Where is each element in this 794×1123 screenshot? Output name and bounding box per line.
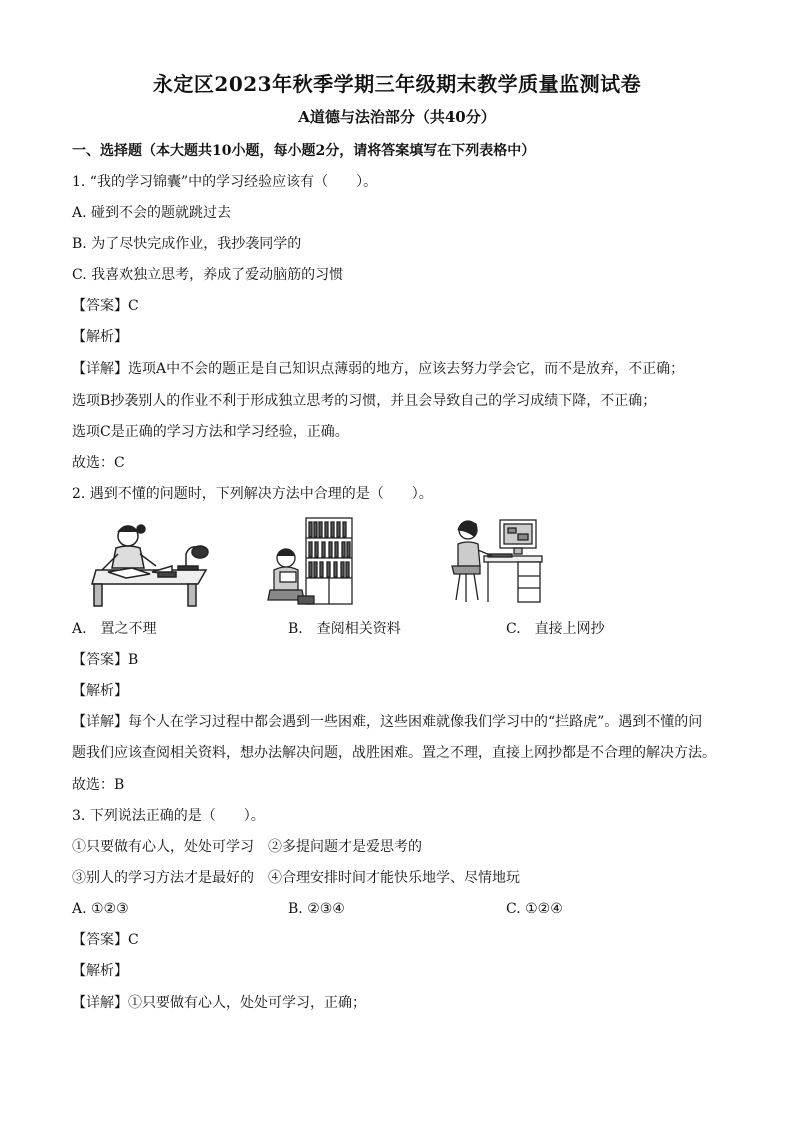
- q2-option-c: C. 直接上网抄: [506, 621, 605, 637]
- q3-detail-1: 【详解】①只要做有心人，处处可学习，正确；: [72, 995, 366, 1011]
- q2-analysis: 【解析】: [72, 683, 128, 699]
- q1-option-a: A. 碰到不会的题就跳过去: [72, 205, 232, 221]
- q1-detail-1: 【详解】选项A中不会的题正是自己知识点薄弱的地方，应该去努力学会它，而不是放弃，不正确；: [72, 361, 685, 377]
- exam-title: 永定区2023年秋季学期三年级期末教学质量监测试卷: [152, 72, 642, 96]
- q1-stem: 1. “我的学习锦囊”中的学习经验应该有（ ）。: [72, 174, 378, 190]
- q3-answer: 【答案】C: [72, 932, 139, 948]
- q2-answer: 【答案】B: [72, 652, 139, 668]
- q1-detail-2: 选项B抄袭别人的作业不利于形成独立思考的习惯，并且会导致自己的学习成绩下降，不正确；: [72, 393, 657, 409]
- q2-option-a: A. 置之不理: [72, 621, 157, 637]
- boy-reading-illustration: [262, 516, 362, 608]
- q1-detail-3: 选项C是正确的学习方法和学习经验，正确。: [72, 424, 349, 440]
- q2-detail-1: 【详解】每个人在学习过程中都会遇到一些困难，这些困难就像我们学习中的“拦路虎”。遇到不懂的问: [72, 714, 703, 730]
- q3-statements-1: ①只要做有心人，处处可学习 ②多提问题才是爱思考的: [72, 839, 422, 855]
- girl-at-computer-illustration: [448, 516, 544, 608]
- section-subtitle: A道德与法治部分（共40分）: [298, 108, 496, 126]
- q2-conclusion: 故选：B: [72, 777, 125, 793]
- girl-at-desk-illustration: [88, 518, 218, 610]
- q1-analysis: 【解析】: [72, 329, 128, 345]
- q3-option-a: A. ①②③: [72, 901, 129, 917]
- q3-stem: 3. 下列说法正确的是（ ）。: [72, 808, 265, 824]
- q3-analysis: 【解析】: [72, 963, 128, 979]
- q3-statements-2: ③别人的学习方法才是最好的 ④合理安排时间才能快乐地学、尽情地玩: [72, 870, 520, 886]
- q1-conclusion: 故选：C: [72, 455, 125, 471]
- q2-option-b: B. 查阅相关资料: [288, 621, 401, 637]
- q2-detail-2: 题我们应该查阅相关资料，想办法解决问题，战胜困难。置之不理，直接上网抄都是不合理的解决方法。: [72, 745, 716, 761]
- section-heading: 一、选择题（本大题共10小题，每小题2分，请将答案填写在下列表格中）: [72, 143, 536, 159]
- q1-option-c: C. 我喜欢独立思考，养成了爱动脑筋的习惯: [72, 267, 344, 283]
- q3-option-c: C. ①②④: [506, 901, 563, 917]
- q3-option-b: B. ②③④: [288, 901, 345, 917]
- q1-answer: 【答案】C: [72, 298, 139, 314]
- q1-option-b: B. 为了尽快完成作业，我抄袭同学的: [72, 236, 302, 252]
- q2-stem: 2. 遇到不懂的问题时，下列解决方法中合理的是（ ）。: [72, 486, 433, 502]
